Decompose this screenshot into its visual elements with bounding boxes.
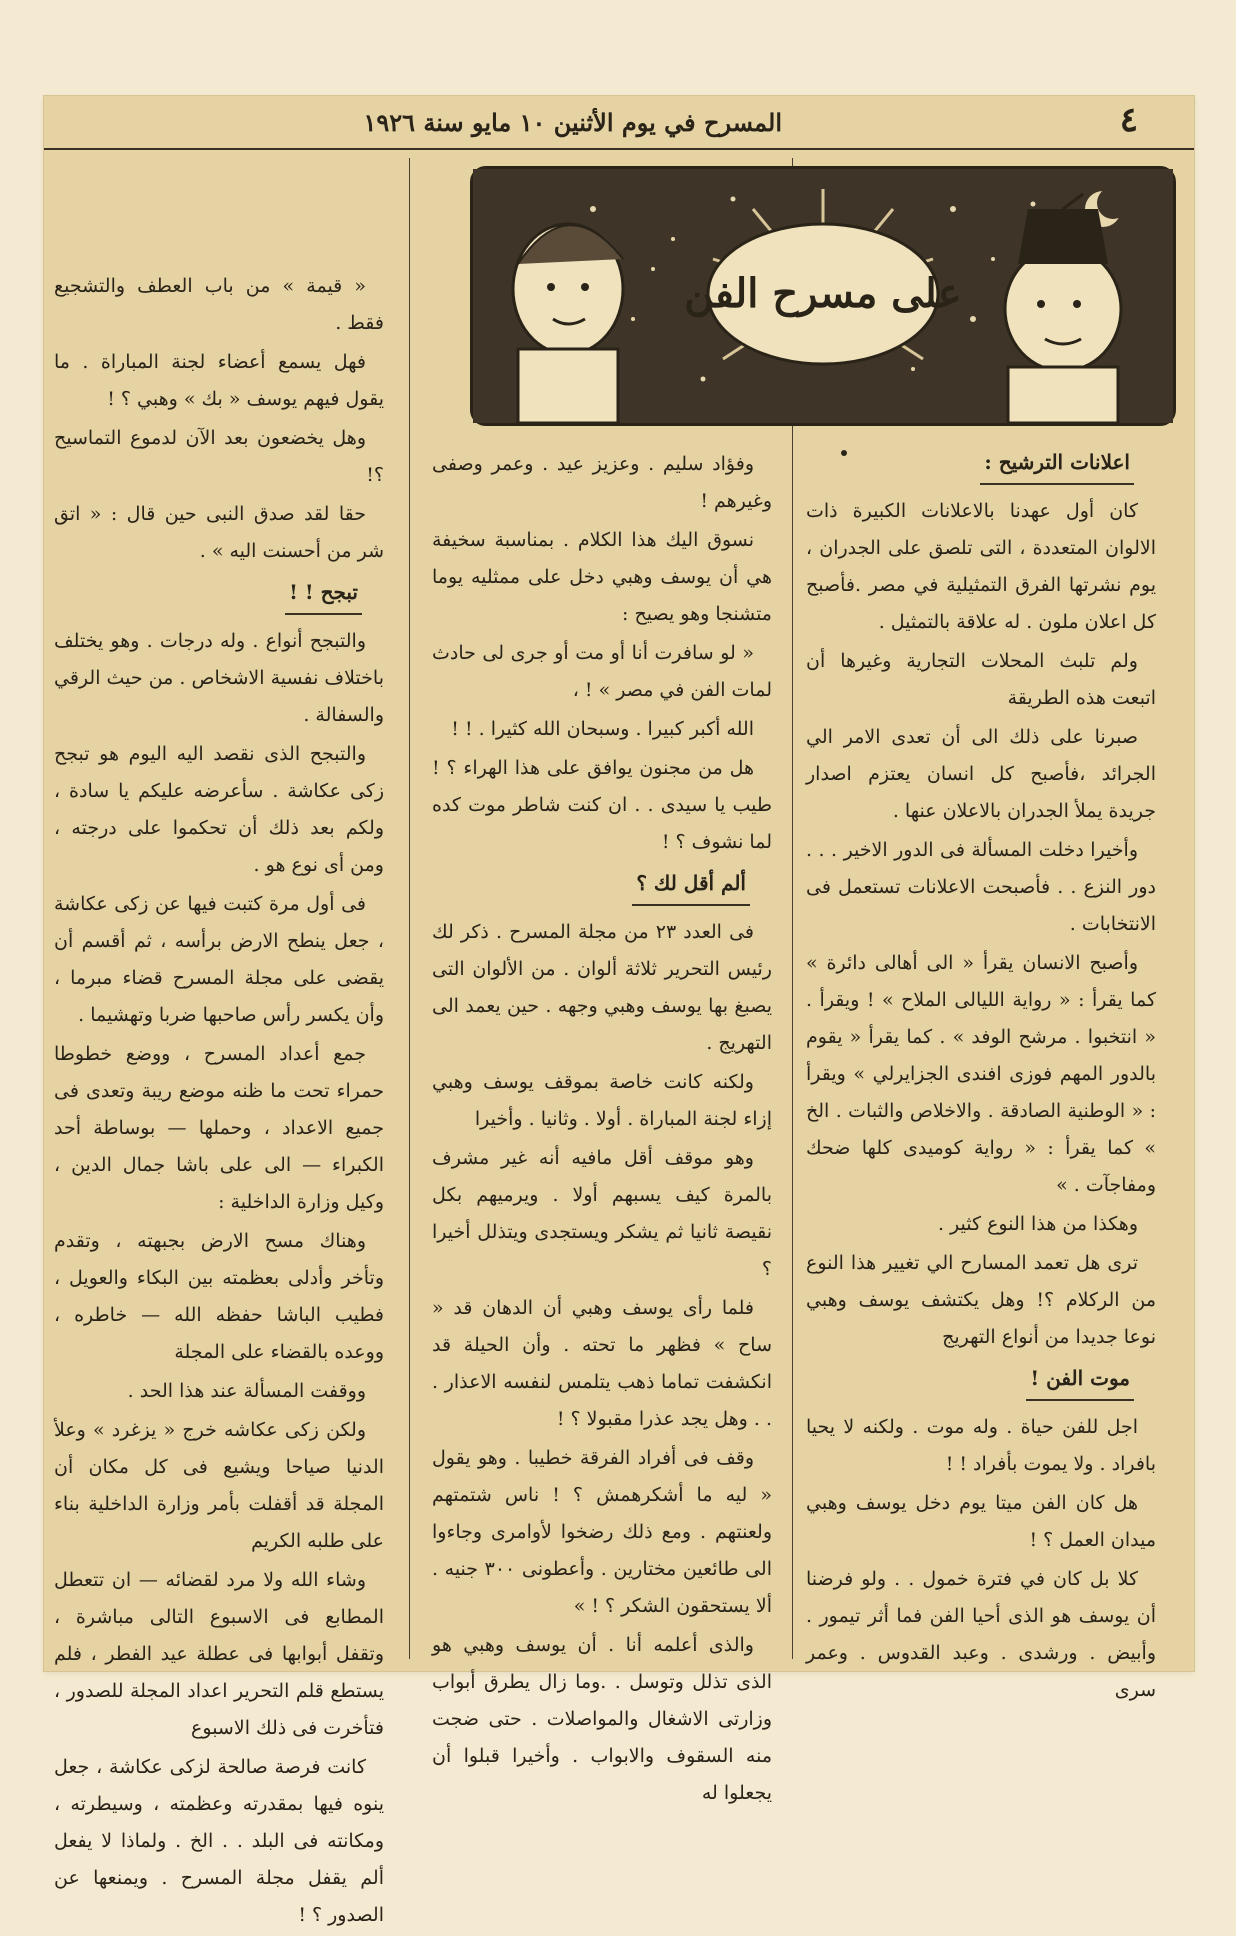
paragraph: فهل يسمع أعضاء لجنة المباراة . ما يقول فيهم يوسف « بك » وهبي ؟ ! bbox=[54, 351, 384, 410]
paragraph: اجل للفن حياة . وله موت . ولكنه لا يحيا بافراد . ولا يموت بأفراد ! ! bbox=[806, 1416, 1156, 1475]
paragraph: وأصبح الانسان يقرأ « الى أهالى دائرة » كما يقرأ : « رواية الليالى الملاح » ! ويقرأ . « انتخبوا . مرشح الوفد » . كما يقرأ « يقوم بالدور المهم فوزى افندى الجزايرلي » ويقرأ : « الوطنية الصادقة . والاخلاص والثبات . الخ » كما يقرأ : « رواية كوميدى كلها ضحك ومفاجآت . » bbox=[806, 952, 1156, 1196]
paragraph: ولكن زكى عكاشه خرج « يزغرد » وعلأ الدنيا صياحا ويشيع فى كل مكان أن المجلة قد أقفلت بأمر وزارة الداخلية بناء على طلبه الكريم bbox=[54, 1419, 384, 1552]
column-middle bbox=[432, 446, 772, 1814]
paragraph: ولم تلبث المحلات التجارية وغيرها أن اتبعت هذه الطريقة bbox=[806, 650, 1156, 709]
paragraph: الله أكبر كبيرا . وسبحان الله كثيرا . ! ! bbox=[451, 718, 754, 740]
paragraph: وهو موقف أقل مافيه أنه غير مشرف بالمرة كيف يسبهم أولا . ويرميهم بكل نقيصة ثانيا ثم يشكر ويستجدى ويتذلل أخيرا ؟ bbox=[432, 1147, 772, 1280]
paragraph: ترى هل تعمد المسارح الي تغيير هذا النوع من الركلام ؟! وهل يكتشف يوسف وهبي نوعا جديدا من أنواع التهريج bbox=[806, 1252, 1156, 1348]
paragraph: وقف فى أفراد الفرقة خطيبا . وهو يقول « ليه ما أشكرهمش ؟ ! ناس شتمتهم ولعنتهم . ومع ذلك رضخوا لأوامرى وجاءوا الى طائعين مختارين . وأعطونى ٣٠٠ جنيه . ألا يستحقون الشكر ؟ ! » bbox=[432, 1447, 772, 1617]
banner-illustration-svg bbox=[473, 169, 1173, 423]
heading-campaign-ads: اعلانات الترشيح : bbox=[980, 444, 1134, 485]
paragraph: كلا بل كان في فترة خمول . . ولو فرضنا أن يوسف هو الذى أحيا الفن فما أثر تيمور . وأبيض . ورشدى . وعبد القدوس . وعمر سرى bbox=[806, 1568, 1156, 1701]
paragraph: وفؤاد سليم . وعزيز عيد . وعمر وصفى وغيرهم ! bbox=[432, 453, 772, 512]
paragraph: فلما رأى يوسف وهبي أن الدهان قد « ساح » فظهر ما تحته . وأن الحيلة قد انكشفت تماما ذهب يتلمس لنفسه الاعذار . . . وهل يجد عذرا مقبولا ؟ ! bbox=[432, 1297, 772, 1430]
paragraph: حقا لقد صدق النبى حين قال : « اتق شر من أحسنت اليه » . bbox=[54, 503, 384, 562]
column-left bbox=[54, 268, 384, 1936]
paragraph: وشاء الله ولا مرد لقضائه — ان تتعطل المطابع فى الاسبوع التالى مباشرة ، وتقفل أبوابها فى عطلة عيد الفطر ، فلم يستطع قلم التحرير اعداد المجلة للصدور ، فتأخرت فى ذلك الاسبوع bbox=[54, 1569, 384, 1739]
column-right bbox=[806, 440, 1156, 1711]
banner-title: على مسرح الفن bbox=[684, 270, 962, 317]
paragraph: هل من مجنون يوافق على هذا الهراء ؟ ! طيب يا سيدى . . ان كنت شاطر موت كده لما نشوف ؟ ! bbox=[432, 757, 772, 853]
paragraph: والتبجح الذى نقصد اليه اليوم هو تبجح زكى عكاشة . سأعرضه عليكم يا سادة ، ولكم بعد ذلك أن تحكموا على درجته ، ومن أى نوع هو . bbox=[54, 743, 384, 876]
paragraph: ووقفت المسألة عند هذا الحد . bbox=[127, 1380, 366, 1402]
paragraph: والذى أعلمه أنا . أن يوسف وهبي هو الذى تذلل وتوسل . .وما زال يطرق أبواب وزارتى الاشغال والمواصلات . حتى ضجت منه السقوف والابواب . وأخيرا قبلوا أن يجعلوا له bbox=[432, 1634, 772, 1804]
newspaper-page bbox=[44, 96, 1194, 1926]
paragraph: كانت فرصة صالحة لزكى عكاشة ، جعل ينوه فيها بمقدرته وعظمته ، وسيطرته ، ومكانته فى البلد . . الخ . ولماذا لا يفعل ألم يقفل مجلة المسرح . ويمنعها عن الصدور ؟ ! bbox=[54, 1756, 384, 1926]
heading-death-of-art: موت الفن ! bbox=[1026, 1360, 1134, 1401]
paragraph: فى العدد ٢٣ من مجلة المسرح . ذكر لك رئيس التحرير ثلاثة ألوان . من الألوان التى يصبغ بها يوسف وهبي وجهه . حين يعمد الى التهريج . bbox=[432, 921, 772, 1054]
page-header bbox=[44, 96, 1194, 150]
page-number: ٤ bbox=[1119, 100, 1138, 140]
heading-didnt-i-tell-you: ألم أقل لك ؟ bbox=[632, 865, 750, 906]
paragraph: كان أول عهدنا بالاعلانات الكبيرة ذات الالوان المتعددة ، التى تلصق على الجدران ، يوم نشرتها الفرق التمثيلية في مصر .فأصبح كل اعلان ملون . له علاقة بالتمثيل . bbox=[806, 500, 1156, 633]
heading-arrogance: تبجح ! ! bbox=[285, 574, 362, 615]
paragraph: « قيمة » من باب العطف والتشجيع فقط . bbox=[54, 275, 384, 334]
paragraph: والتبجح أنواع . وله درجات . وهو يختلف باختلاف نفسية الاشخاص . من حيث الرقي والسفالة . bbox=[54, 630, 384, 726]
paragraph: وأخيرا دخلت المسألة فى الدور الاخير . . . دور النزع . . فأصبحت الاعلانات تستعمل فى الانتخابات . bbox=[806, 839, 1156, 935]
header-title: المسرح في يوم الأثنين ١٠ مايو سنة ١٩٢٦ bbox=[363, 108, 782, 137]
paragraph: جمع أعداد المسرح ، ووضع خطوطا حمراء تحت ما ظنه موضع ريبة وتعدى فى جميع الاعداد ، وحملها — بوساطة أحد الكبراء — الى على باشا جمال الدين ، وكيل وزارة الداخلية : bbox=[54, 1043, 384, 1213]
paragraph: « لو سافرت أنا أو مت أو جرى لى حادث لمات الفن في مصر » ! ، bbox=[432, 642, 772, 701]
paragraph: ولكنه كانت خاصة بموقف يوسف وهبي إزاء لجنة المباراة . أولا . وثانيا . وأخيرا bbox=[432, 1071, 772, 1130]
paragraph: وهناك مسح الارض بجبهته ، وتقدم وتأخر وأدلى بعظمته بين البكاء والعويل ، فطيب الباشا حفظه الله — خاطره ، ووعده بالقضاء على المجلة bbox=[54, 1230, 384, 1363]
paragraph: هل كان الفن ميتا يوم دخل يوسف وهبي ميدان العمل ؟ ! bbox=[806, 1492, 1156, 1551]
paragraph: نسوق اليك هذا الكلام . بمناسبة سخيفة هي أن يوسف وهبي دخل على ممثليه يوما متشنجا وهو يصيح : bbox=[432, 529, 772, 625]
paragraph: وهكذا من هذا النوع كثير . bbox=[937, 1213, 1138, 1235]
paragraph: صبرنا على ذلك الى أن تعدى الامر الي الجرائد ،فأصبح كل انسان يعتزم اصدار جريدة يملأ الجدران بالاعلان عنها . bbox=[806, 726, 1156, 822]
column-divider bbox=[409, 158, 410, 1659]
masthead-banner-illustration bbox=[470, 166, 1176, 426]
paragraph: فى أول مرة كتبت فيها عن زكى عكاشة ، جعل ينطح الارض برأسه ، ثم أقسم أن يقضى على مجلة المسرح قضاء مبرما ، وأن يكسر رأس صاحبها ضربا وتهشيما . bbox=[54, 893, 384, 1026]
paragraph: وهل يخضعون بعد الآن لدموع التماسيح ؟! bbox=[54, 427, 384, 486]
